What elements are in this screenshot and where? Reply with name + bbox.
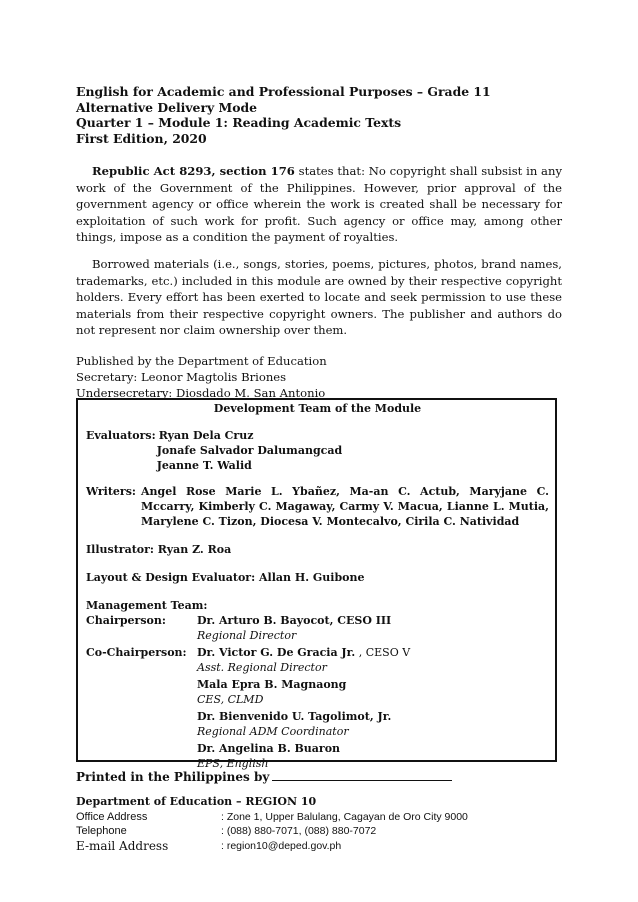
co-chairperson-row xyxy=(86,645,549,771)
member-role: EPS, English xyxy=(197,757,269,770)
module-title: Quarter 1 – Module 1: Reading Academic Texts xyxy=(76,115,402,130)
email-label: E-mail Address xyxy=(76,838,169,853)
evaluator-name: Jeanne T. Walid xyxy=(156,459,252,472)
writers-label: Writers: xyxy=(86,485,136,498)
co-chairperson-name: Dr. Victor G. De Gracia Jr. xyxy=(197,646,356,659)
co-chairperson-label: Co-Chairperson: xyxy=(86,646,187,659)
office-address-value: : Zone 1, Upper Balulang, Cagayan de Oro City 9000 xyxy=(221,810,468,823)
co-chairperson-role: Asst. Regional Director xyxy=(197,661,327,674)
writers-list: Angel Rose Marie L. Ybañez, Ma-an C. Actub, Maryjane C. Mccarry, Kimberly C. Magaway, Carmy V. Macua, Lianne L. Mutia, Marylene C. Tizon, Diocesa V. Montecalvo, Cirila C. Natividad xyxy=(140,485,549,528)
layout-evaluator: Layout & Design Evaluator: Allan H. Guibone xyxy=(86,571,365,584)
development-team-title: Development Team of the Module xyxy=(213,402,422,415)
edition: First Edition, 2020 xyxy=(76,130,207,146)
telephone-label: Telephone xyxy=(76,825,127,837)
chairperson-role: Regional Director xyxy=(197,629,297,642)
secretary: Secretary: Leonor Magtolis Briones xyxy=(76,369,287,384)
document-body xyxy=(76,84,562,401)
subject-title: English for Academic and Professional Purposes – Grade 11 xyxy=(76,84,491,99)
member-role: Regional ADM Coordinator xyxy=(197,725,349,738)
printed-in-line xyxy=(76,770,452,784)
printer-blank-line xyxy=(272,770,452,781)
evaluators-section xyxy=(86,428,549,473)
copyright-text: states that: No copyright shall subsist in any work of the Government of the Philippines. However, prior approval of the government agency or office wherein the work is created shall be necessary for exploitation of such work for profit. Such agency or office may, among other things, impose as a condition the payment of royalties. xyxy=(76,164,562,245)
co-chairperson-title: , CESO V xyxy=(355,646,411,659)
writers-section xyxy=(86,484,549,529)
member-name: Dr. Angelina B. Buaron xyxy=(197,742,341,755)
telephone-value: : (088) 880-7071, (088) 880-7072 xyxy=(221,825,377,837)
office-address-row xyxy=(76,810,468,825)
evaluator-name: Ryan Dela Cruz xyxy=(158,429,254,442)
member-role: CES, CLMD xyxy=(197,693,264,706)
printed-in-label: Printed in the Philippines by xyxy=(76,770,270,784)
office-address-label: Office Address xyxy=(76,810,148,823)
member-name: Mala Epra B. Magnaong xyxy=(197,678,347,691)
member-name: Dr. Bienvenido U. Tagolimot, Jr. xyxy=(197,710,392,723)
telephone-row xyxy=(76,824,468,839)
published-by: Published by the Department of Education xyxy=(76,353,327,368)
email-value[interactable]: : region10@deped.gov.ph xyxy=(221,839,342,852)
chairperson-label: Chairperson: xyxy=(86,614,166,627)
region-name: Department of Education – REGION 10 xyxy=(76,795,317,808)
copyright-notice xyxy=(76,163,562,246)
management-team-label: Management Team: xyxy=(86,599,208,612)
deped-contact xyxy=(76,795,468,853)
evaluators-label: Evaluators: xyxy=(86,429,156,442)
delivery-mode: Alternative Delivery Mode xyxy=(76,99,258,115)
module-header xyxy=(76,84,562,146)
illustrator: Illustrator: Ryan Z. Roa xyxy=(86,543,232,556)
republic-act-reference: Republic Act 8293, section 176 xyxy=(92,164,295,178)
development-team-box xyxy=(76,398,557,770)
evaluators-list xyxy=(156,428,343,473)
undersecretary: Undersecretary: Diosdado M. San Antonio xyxy=(76,385,326,400)
borrowed-materials-notice: Borrowed materials (i.e., songs, stories, poems, pictures, photos, brand names, trademarks, etc.) included in this module are owned by their respective copyright holders. Every effort has been exerted to locate and seek permission to use these materials from their respective copyright owners. The publisher and authors do not represent nor claim ownership over them. xyxy=(76,256,562,338)
chairperson-name: Dr. Arturo B. Bayocot, CESO III xyxy=(197,614,392,627)
publisher-info xyxy=(76,353,562,401)
evaluator-name: Jonafe Salvador Dalumangcad xyxy=(156,444,343,457)
management-team xyxy=(86,598,549,771)
chairperson-row xyxy=(86,613,549,643)
email-row xyxy=(76,839,468,854)
